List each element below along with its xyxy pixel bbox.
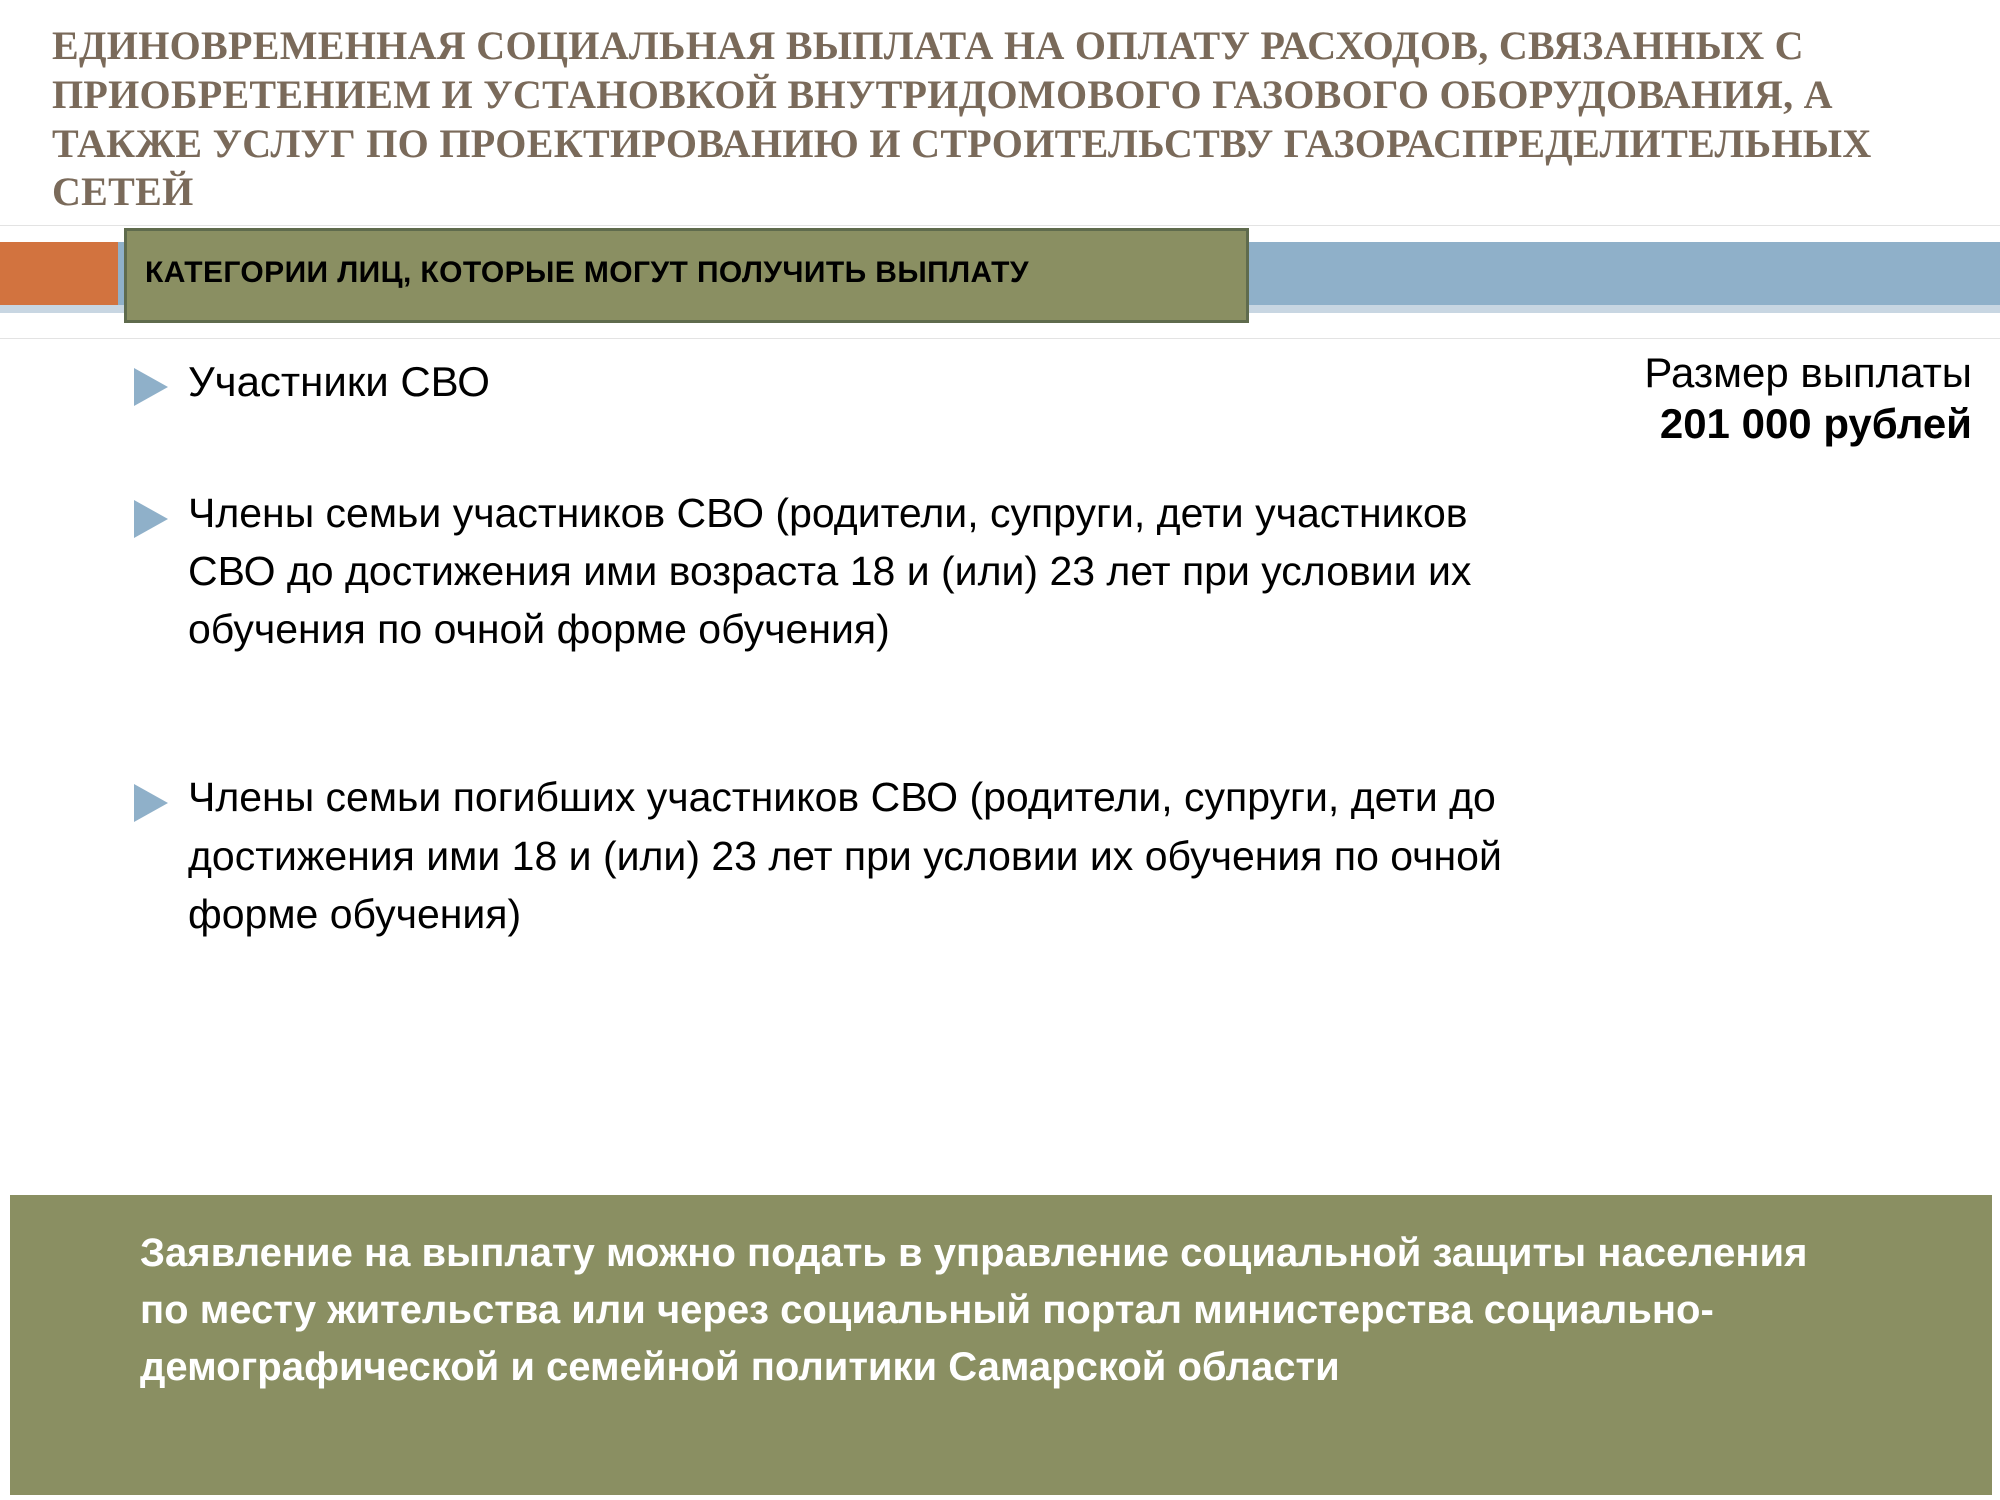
payment-amount-value: 201 000 рублей bbox=[1659, 399, 1972, 447]
list-item-text: Участники СВО bbox=[188, 358, 490, 405]
list-item-text: Члены семьи погибших участников СВО (родители, супруги, дети до достижения ими 18 и (или) 23 лет при условии их обучения по очной форме обучения) bbox=[188, 774, 1502, 937]
payment-amount bbox=[1502, 348, 1972, 449]
banner-strip-accent bbox=[0, 242, 118, 305]
list-item-text: Члены семьи участников СВО (родители, супруги, дети участников СВО до достижения ими возраста 18 и (или) 23 лет при условии их обучения по очной форме обучения) bbox=[188, 489, 1472, 653]
bullet-list bbox=[130, 352, 1610, 999]
payment-amount-label: Размер выплаты bbox=[1644, 349, 1972, 396]
divider-top bbox=[0, 225, 2000, 226]
list-item bbox=[130, 768, 1610, 943]
page-title: ЕДИНОВРЕМЕННАЯ СОЦИАЛЬНАЯ ВЫПЛАТА НА ОПЛАТУ РАСХОДОВ, СВЯЗАННЫХ С ПРИОБРЕТЕНИЕМ И УСТАНОВКОЙ ВНУТРИДОМОВОГО ГАЗОВОГО ОБОРУДОВАНИЯ, А ТАКЖЕ УСЛУГ ПО ПРОЕКТИРОВАНИЮ И СТРОИТЕЛЬСТВУ ГАЗОРАСПРЕДЕЛИТЕЛЬНЫХ СЕТЕЙ bbox=[52, 23, 1872, 215]
divider-under-banner bbox=[0, 338, 2000, 339]
footer-text: Заявление на выплату можно подать в управление социальной защиты населения по месту жительства или через социальный портал министерства социально-демографической и семейной политики Самарской области bbox=[140, 1231, 1808, 1389]
banner-label: КАТЕГОРИИ ЛИЦ, КОТОРЫЕ МОГУТ ПОЛУЧИТЬ ВЫПЛАТУ bbox=[145, 255, 1029, 289]
banner-strip-white-notch bbox=[0, 228, 118, 242]
list-item bbox=[130, 352, 1610, 412]
triangle-bullet-icon bbox=[130, 352, 188, 406]
triangle-bullet-icon bbox=[130, 768, 188, 822]
list-item bbox=[130, 484, 1610, 659]
banner-box bbox=[124, 228, 1249, 323]
triangle-bullet-icon bbox=[130, 484, 188, 538]
banner-strip bbox=[0, 228, 2000, 338]
